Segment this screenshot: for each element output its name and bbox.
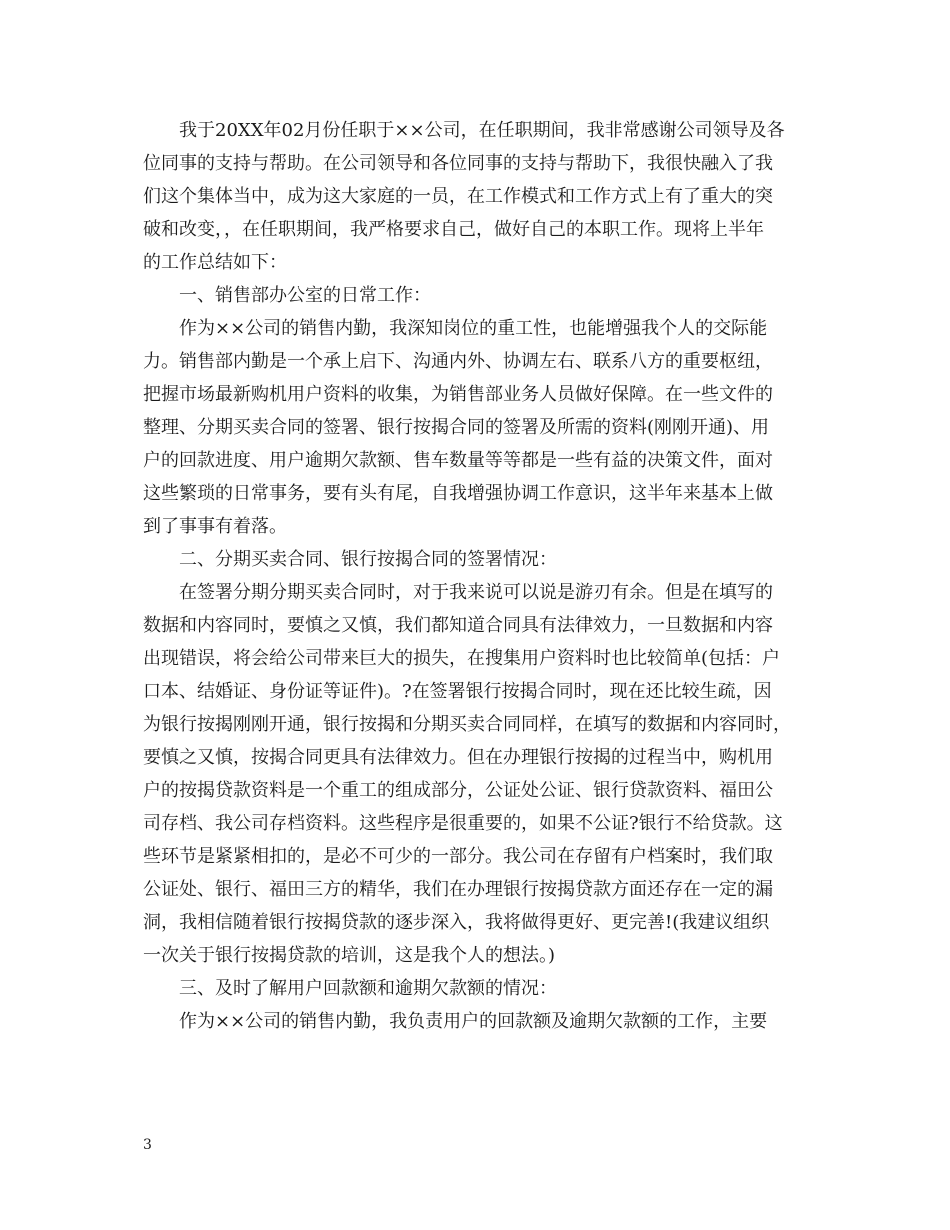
text-line: 整理、分期买卖合同的签署、银行按揭合同的签署及所需的资料(刚刚开通)、用 bbox=[143, 417, 770, 438]
text-line: 三、及时了解用户回款额和逾期欠款额的情况： bbox=[179, 978, 557, 999]
text-line: 公证处、银行、福田三方的精华，我们在办理银行按揭贷款方面还存在一定的漏 bbox=[143, 879, 773, 900]
text-line: 到了事事有着落。 bbox=[143, 516, 287, 537]
text-line: 数据和内容同时，要慎之又慎，我们都知道合同具有法律效力，一旦数据和内容 bbox=[143, 615, 773, 636]
text-line: 们这个集体当中，成为这大家庭的一员，在工作模式和工作方式上有了重大的突 bbox=[143, 186, 773, 207]
text-line: 出现错误，将会给公司带来巨大的损失，在搜集用户资料时也比较简单(包括：户 bbox=[143, 648, 781, 669]
text-line: 我于20XX年02月份任职于××公司，在任职期间，我非常感谢公司领导及各 bbox=[179, 120, 785, 141]
text-line: 为银行按揭刚刚开通，银行按揭和分期买卖合同同样，在填写的数据和内容同时， bbox=[143, 714, 791, 735]
text-line: 一次关于银行按揭贷款的培训，这是我个人的想法。) bbox=[143, 945, 556, 966]
text-line: 的工作总结如下： bbox=[143, 252, 287, 273]
text-line: 破和改变，，在任职期间，我严格要求自己，做好自己的本职工作。现将上半年 bbox=[143, 219, 764, 240]
text-line: 司存档、我公司存档资料。这些程序是很重要的，如果不公证?银行不给贷款。这 bbox=[143, 813, 783, 834]
text-line: 二、分期买卖合同、银行按揭合同的签署情况： bbox=[179, 549, 557, 570]
text-line: 户的回款进度、用户逾期欠款额、售车数量等等都是一些有益的决策文件，面对 bbox=[143, 450, 773, 471]
text-line: 把握市场最新购机用户资料的收集，为销售部业务人员做好保障。在一些文件的 bbox=[143, 384, 773, 405]
text-line: 口本、结婚证、身份证等证件)。?在签署银行按揭合同时，现在还比较生疏，因 bbox=[143, 681, 772, 702]
text-line: 些环节是紧紧相扣的，是必不可少的一部分。我公司在存留有户档案时，我们取 bbox=[143, 846, 773, 867]
text-line: 在签署分期分期买卖合同时，对于我来说可以说是游刃有余。但是在填写的 bbox=[179, 582, 773, 603]
text-line: 作为××公司的销售内勤，我深知岗位的重工性，也能增强我个人的交际能 bbox=[179, 318, 768, 339]
text-line: 洞，我相信随着银行按揭贷款的逐步深入，我将做得更好、更完善!(我建议组织 bbox=[143, 912, 770, 933]
text-line: 一、销售部办公室的日常工作： bbox=[179, 285, 431, 306]
text-line: 户的按揭贷款资料是一个重工的组成部分，公证处公证、银行贷款资料、福田公 bbox=[143, 780, 773, 801]
text-line: 位同事的支持与帮助。在公司领导和各位同事的支持与帮助下，我很快融入了我 bbox=[143, 153, 773, 174]
text-line: 这些繁琐的日常事务，要有头有尾，自我增强协调工作意识，这半年来基本上做 bbox=[143, 483, 773, 504]
text-line: 力。销售部内勤是一个承上启下、沟通内外、协调左右、联系八方的重要枢纽， bbox=[143, 351, 773, 372]
text-line: 作为××公司的销售内勤，我负责用户的回款额及逾期欠款额的工作，主要 bbox=[179, 1011, 768, 1032]
text-line: 要慎之又慎，按揭合同更具有法律效力。但在办理银行按揭的过程当中，购机用 bbox=[143, 747, 773, 768]
page-number: 3 bbox=[143, 1137, 152, 1153]
document-body bbox=[143, 114, 808, 1038]
